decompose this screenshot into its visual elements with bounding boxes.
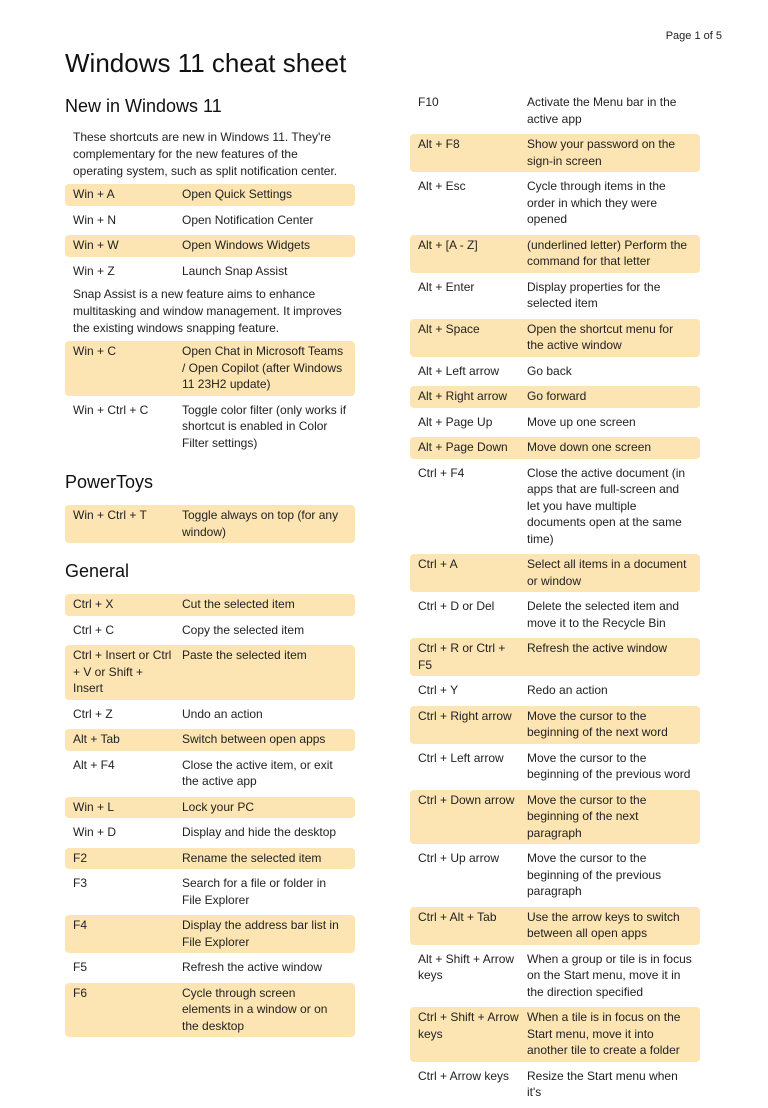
shortcut-row (410, 680, 700, 702)
shortcut-row (65, 645, 355, 700)
shortcut-description: Refresh the active window (527, 641, 668, 655)
document-title: Windows 11 cheat sheet (65, 48, 347, 78)
shortcut-key: Ctrl + Alt + Tab (418, 909, 497, 924)
shortcut-description: Display and hide the desktop (182, 825, 337, 839)
shortcut-row (410, 92, 700, 130)
shortcut-description: Move down one screen (527, 440, 652, 454)
shortcut-description: Rename the selected item (182, 850, 322, 865)
shortcut-row (410, 554, 700, 592)
shortcut-description: Activate the Menu bar in the active app (527, 95, 677, 126)
shortcut-key: Win + D (73, 825, 117, 839)
shortcut-key: Ctrl + Z (73, 706, 113, 721)
shortcut-key: Alt + Page Up (418, 414, 493, 429)
shortcut-description: Toggle always on top (for any window) (182, 508, 339, 539)
shortcut-key: Ctrl + Y (418, 683, 459, 697)
shortcut-description: Cut the selected item (182, 597, 295, 611)
shortcut-description: Toggle color filter (only works if shortcut is enabled in Color Filter settings) (182, 402, 347, 450)
shortcut-row (65, 261, 355, 283)
shortcut-table-general-continued (410, 92, 700, 1108)
shortcut-description: Move the cursor to the beginning of the next paragraph (527, 792, 647, 840)
shortcut-description: Move the cursor to the beginning of the previous paragraph (527, 851, 662, 898)
shortcut-description: When a group or tile is in focus on the Start menu, move it in the direction specified (527, 951, 692, 999)
shortcut-row (410, 437, 700, 459)
shortcut-row (410, 748, 700, 786)
shortcut-key: Ctrl + Shift + Arrow keys (418, 1010, 519, 1041)
shortcut-row (65, 704, 355, 726)
shortcut-row (410, 235, 700, 273)
shortcut-description: Use the arrow keys to switch between all open apps (527, 909, 680, 940)
shortcut-description: When a tile is in focus on the Start menu, move it into another tile to create a folder (527, 1010, 681, 1057)
shortcut-description: Open Chat in Microsoft Teams / Open Copilot (after Windows 11 23H2 update) (182, 344, 344, 391)
shortcut-key: Ctrl + A (418, 557, 458, 571)
shortcut-row (65, 235, 355, 257)
shortcut-description: (underlined letter) Perform the command for that letter (527, 237, 688, 268)
shortcut-description: Close the active item, or exit the active app (182, 757, 333, 788)
shortcut-key: Ctrl + R or Ctrl + F5 (418, 641, 506, 672)
shortcut-row (65, 915, 355, 953)
intro-text: These shortcuts are new in Windows 11. They're complementary for the new features of the operating system, such as split notification center. (73, 130, 338, 178)
left-column (65, 96, 355, 1041)
shortcut-description: Go back (527, 363, 572, 378)
shortcut-row (410, 277, 700, 315)
shortcut-key: F3 (73, 876, 88, 890)
shortcut-key: Win + Z (73, 263, 115, 278)
shortcut-description: Open Windows Widgets (182, 238, 311, 252)
page-number: Page 1 of 5 (665, 30, 722, 42)
shortcut-key: Ctrl + Right arrow (418, 708, 512, 723)
shortcut-description: Cycle through items in the order in which they were opened (527, 179, 666, 226)
shortcut-key: Alt + Tab (73, 732, 120, 746)
shortcut-key: Alt + F4 (73, 757, 115, 772)
shortcut-row (410, 1007, 700, 1062)
shortcut-row (65, 341, 355, 396)
shortcut-row (410, 706, 700, 744)
shortcut-row (65, 822, 355, 844)
shortcut-row (410, 907, 700, 945)
section-title-powertoys: PowerToys (65, 472, 154, 492)
shortcut-row (410, 463, 700, 551)
shortcut-description: Show your password on the sign-in screen (527, 137, 676, 168)
shortcut-key: F10 (418, 95, 439, 109)
shortcut-description: Switch between open apps (182, 732, 326, 746)
shortcut-description: Paste the selected item (182, 648, 307, 662)
shortcut-key: Win + Ctrl + C (73, 402, 149, 417)
section-title-general: General (65, 561, 130, 581)
shortcut-description: Select all items in a document or window (527, 557, 687, 588)
shortcut-row (65, 505, 355, 543)
shortcut-row (410, 638, 700, 676)
shortcut-description: Open Notification Center (182, 212, 314, 227)
shortcut-row (410, 949, 700, 1004)
shortcut-key: Ctrl + Down arrow (418, 792, 515, 807)
shortcut-row (65, 848, 355, 870)
shortcut-table-new-b (65, 341, 355, 458)
shortcut-row (410, 848, 700, 903)
shortcut-row (65, 184, 355, 206)
shortcut-key: Ctrl + F4 (418, 465, 465, 480)
shortcut-row (410, 319, 700, 357)
shortcut-description: Cycle through screen elements in a window or on the desktop (182, 985, 328, 1033)
shortcut-key: Ctrl + Insert or Ctrl + V or Shift + Insert (73, 648, 172, 695)
snap-assist-note: Snap Assist is a new feature aims to enhance multitasking and window management. It improves the existing windows snapping feature. (73, 287, 342, 335)
shortcut-row (410, 386, 700, 408)
shortcut-key: Alt + Enter (418, 279, 475, 294)
shortcut-key: Ctrl + Up arrow (418, 851, 500, 865)
shortcut-key: Alt + Shift + Arrow keys (418, 951, 515, 982)
shortcut-description: Refresh the active window (182, 960, 323, 974)
shortcut-key: Ctrl + C (73, 622, 115, 637)
shortcut-description: Display properties for the selected item (527, 279, 661, 310)
shortcut-key: Alt + [A - Z] (418, 237, 478, 252)
shortcut-row (410, 790, 700, 845)
section-title-new: New in Windows 11 (65, 96, 222, 116)
shortcut-description: Go forward (527, 389, 587, 403)
shortcut-key: Alt + F8 (418, 137, 460, 151)
shortcut-key: Win + W (73, 238, 119, 252)
shortcut-row (410, 134, 700, 172)
shortcut-row (65, 594, 355, 616)
shortcut-key: Win + L (73, 799, 115, 814)
shortcut-row (410, 361, 700, 383)
shortcut-row (65, 620, 355, 642)
shortcut-key: Win + Ctrl + T (73, 508, 147, 522)
shortcut-key: Alt + Esc (418, 179, 466, 193)
shortcut-row (65, 983, 355, 1038)
shortcut-description: Copy the selected item (182, 622, 305, 637)
shortcut-key: F6 (73, 985, 88, 1000)
shortcut-row (65, 729, 355, 751)
shortcut-row (65, 400, 355, 455)
shortcut-key: Alt + Page Down (418, 440, 508, 454)
shortcut-row (65, 755, 355, 793)
shortcut-description: Close the active document (in apps that are full-screen and let you have multiple documents open at the same time) (527, 465, 686, 546)
shortcut-key: Win + N (73, 212, 117, 227)
shortcut-description: Undo an action (182, 706, 263, 721)
right-column (410, 96, 700, 1108)
shortcut-description: Open Quick Settings (182, 187, 293, 201)
shortcut-row (410, 412, 700, 434)
shortcut-row (65, 797, 355, 819)
shortcut-row (65, 873, 355, 911)
shortcut-row (65, 957, 355, 979)
shortcut-description: Move the cursor to the beginning of the next word (527, 708, 668, 739)
shortcut-key: Win + A (73, 187, 115, 201)
shortcut-description: Launch Snap Assist (182, 263, 288, 278)
shortcut-row (65, 210, 355, 232)
shortcut-key: F5 (73, 960, 88, 974)
shortcut-table-new-a (65, 184, 355, 286)
shortcut-description: Open the shortcut menu for the active window (527, 321, 674, 352)
shortcut-key: Ctrl + D or Del (418, 599, 495, 613)
shortcut-key: Ctrl + Arrow keys (418, 1068, 510, 1083)
shortcut-description: Delete the selected item and move it to the Recycle Bin (527, 599, 680, 630)
shortcut-description: Display the address bar list in File Explorer (182, 918, 339, 949)
shortcut-key: Alt + Space (418, 321, 480, 336)
shortcut-row (410, 1066, 700, 1104)
shortcut-description: Lock your PC (182, 799, 255, 814)
shortcut-key: Ctrl + Left arrow (418, 750, 504, 765)
shortcut-table-general (65, 594, 355, 1041)
shortcut-description: Redo an action (527, 683, 608, 697)
shortcut-description: Move the cursor to the beginning of the previous word (527, 750, 691, 781)
shortcut-row (410, 596, 700, 634)
shortcut-key: Win + C (73, 344, 117, 358)
shortcut-table-powertoys (65, 505, 355, 547)
shortcut-key: Ctrl + X (73, 597, 114, 611)
shortcut-description: Search for a file or folder in File Explorer (182, 876, 327, 907)
shortcut-key: Alt + Right arrow (418, 389, 508, 403)
shortcut-key: F4 (73, 918, 88, 932)
shortcut-row (410, 176, 700, 231)
shortcut-description: Resize the Start menu when it's (527, 1068, 678, 1099)
shortcut-key: Alt + Left arrow (418, 363, 500, 378)
shortcut-description: Move up one screen (527, 414, 636, 429)
shortcut-key: F2 (73, 850, 88, 865)
